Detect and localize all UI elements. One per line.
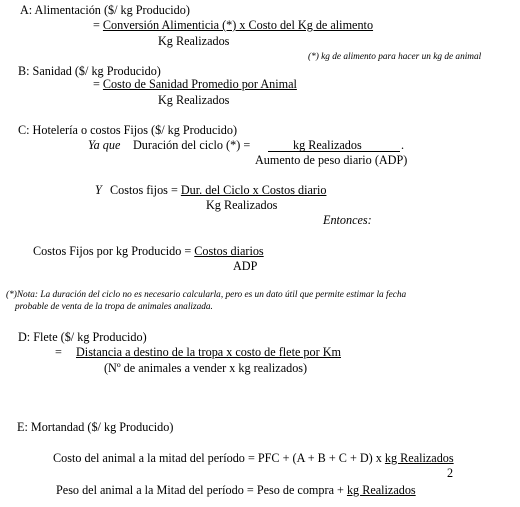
peso-underlined-term: kg Realizados	[346, 483, 416, 497]
section-d-heading: D: Flete ($/ kg Producido)	[18, 330, 147, 344]
costo-label: Costo del animal a la mitad del período =	[53, 451, 258, 465]
fijos-numerator: Dur. del Ciclo x Costos diario	[180, 183, 327, 197]
ciclo-denominator: Aumento de peso diario (ADP)	[255, 153, 408, 167]
ciclo-period: .	[401, 138, 405, 152]
section-a-numerator: Conversión Alimenticia (*) x Costo del Kg de alimento	[102, 18, 374, 32]
equals-sign: =	[93, 18, 103, 32]
costo-fraction-denominator: 2	[447, 466, 454, 480]
por-kg-denominator: ADP	[233, 259, 258, 273]
fijos-label: Costos fijos =	[110, 183, 181, 197]
entonces-label: Entonces:	[323, 213, 372, 227]
por-kg-formula	[33, 244, 264, 258]
ciclo-numerator: kg Realizados	[293, 138, 362, 152]
section-a-heading: A: Alimentación ($/ kg Producido)	[20, 3, 190, 17]
section-b-formula	[93, 77, 297, 91]
fijos-denominator: Kg Realizados	[206, 198, 278, 212]
fijos-formula	[110, 183, 326, 197]
por-kg-numerator: Costos diarios	[194, 244, 264, 258]
peso-formula	[56, 483, 416, 497]
nota-line-2: probable de venta de la tropa de animales analizada.	[15, 302, 213, 312]
section-b-denominator: Kg Realizados	[158, 93, 230, 107]
equals-sign: =	[93, 77, 103, 91]
section-d-numerator: Distancia a destino de la tropa x costo de flete por Km	[76, 345, 341, 359]
section-d-denominator: (Nº de animales a vender x kg realizados)	[104, 361, 308, 375]
section-d-equals: =	[55, 345, 62, 359]
ciclo-label: Duración del ciclo (*) =	[133, 138, 251, 152]
section-a-formula	[93, 18, 373, 32]
costo-expression: PFC + (A + B + C + D) x	[257, 451, 385, 465]
y-label: Y	[95, 183, 102, 197]
section-a-footnote: (*) kg de alimento para hacer un kg de animal	[308, 52, 482, 62]
peso-label: Peso del animal a la Mitad del período =	[56, 483, 257, 497]
nota-line-1: (*)Nota: La duración del ciclo no es necesario calcularla, pero es un dato útil que permite estimar la fecha	[6, 290, 407, 300]
section-a-denominator: Kg Realizados	[158, 34, 230, 48]
section-e-heading: E: Mortandad ($/ kg Producido)	[17, 420, 174, 434]
section-b-heading: B: Sanidad ($/ kg Producido)	[18, 64, 161, 78]
costo-formula	[53, 451, 454, 465]
peso-expression: Peso de compra +	[256, 483, 347, 497]
por-kg-label: Costos Fijos por kg Producido =	[33, 244, 195, 258]
section-c-heading: C: Hotelería o costos Fijos ($/ kg Producido)	[18, 123, 238, 137]
ya-que-label: Ya que	[88, 138, 121, 152]
section-b-numerator: Costo de Sanidad Promedio por Animal	[102, 77, 297, 91]
costo-fraction-numerator: kg Realizados	[384, 451, 454, 465]
